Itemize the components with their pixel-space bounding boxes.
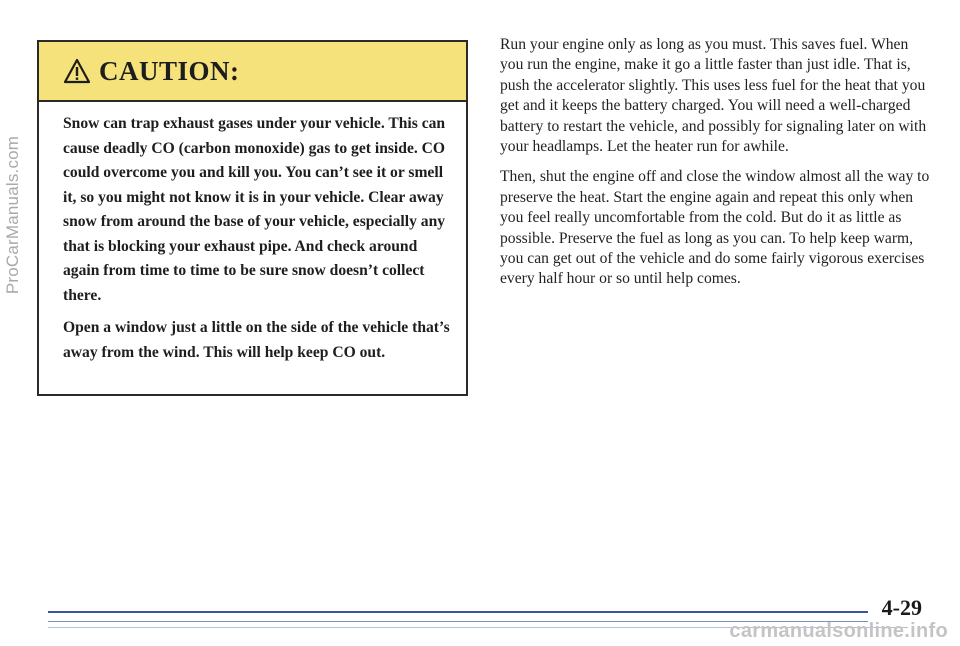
caution-title: CAUTION: [99, 55, 240, 86]
caution-box [37, 40, 468, 396]
page-number: 4-29 [881, 595, 922, 620]
warning-triangle-icon [63, 58, 91, 84]
body-paragraph: Then, shut the engine off and close the window almost all the way to preserve the heat. Start the engine again and repeat this only when you feel really uncomfortable from the cold. But do it as little as possible. Preserve the fuel as long as you can. To help keep warm, you can get out of the vehicle and do some fairly vigorous exercises every half hour or so until help comes. [500, 168, 930, 288]
side-watermark [2, 0, 24, 430]
caution-header [39, 42, 466, 102]
caution-body [39, 102, 466, 365]
body-paragraph: Run your engine only as long as you must. This saves fuel. When you run the engine, make it go a little faster than just idle. That is, push the accelerator slightly. This uses less fuel for the heat that you get and it keeps the battery charged. You will need a well-charged battery to restart the vehicle, and possibly for signaling later on with your headlamps. Let the heater run for awhile. [500, 36, 927, 156]
body-text-column [500, 35, 930, 300]
caution-paragraph: Open a window just a little on the side of the vehicle that’s away from the wind. This will help keep CO out. [63, 319, 450, 361]
footer-rule [48, 611, 868, 613]
caution-paragraph: Snow can trap exhaust gases under your vehicle. This can cause deadly CO (carbon monoxide) gas to get inside. CO could overcome you and kill you. You can’t see it or smell it, so you might not know it is in your vehicle. Clear away snow from around the base of your vehicle, especially any that is blocking your exhaust pipe. And check around again from time to time to be sure snow doesn’t collect there. [63, 115, 446, 304]
bottom-watermark: carmanualsonline.info [729, 620, 948, 642]
side-watermark-text: ProCarManuals.com [3, 135, 22, 295]
